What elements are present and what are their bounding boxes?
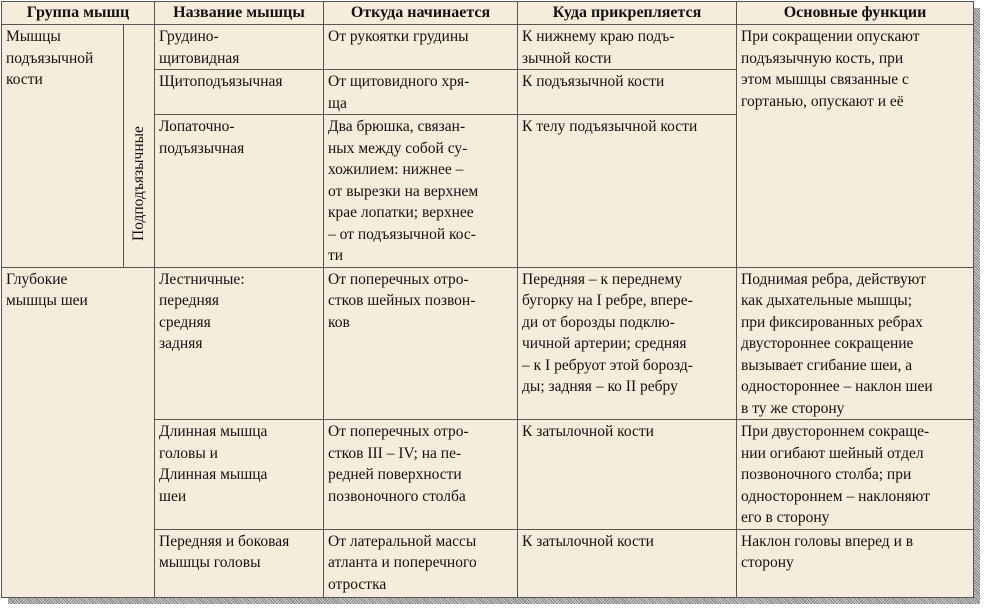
origin-text: От щитовидного хря- ща xyxy=(328,73,470,112)
insertion-text: К подъязычной кости xyxy=(522,73,665,90)
group-hyoid-label: Мышцы подъязычной кости xyxy=(6,28,94,88)
subgroup-cell xyxy=(124,25,155,268)
muscle-name: Передняя и боковая мышцы головы xyxy=(159,532,290,571)
insertion-cell xyxy=(518,420,737,530)
origin-text: От латеральной массы атланта и поперечного отростка xyxy=(328,532,477,593)
group-deep-label: Глубокие мышцы шеи xyxy=(6,270,88,309)
insertion-text: К телу подъязычной кости xyxy=(522,118,698,135)
insertion-cell xyxy=(518,115,737,268)
header-functions: Основные функции xyxy=(737,2,974,25)
header-row xyxy=(2,2,974,25)
muscle-name: Длинная мышца головы и Длинная мышца шеи xyxy=(159,423,268,505)
function-hyoid-cell xyxy=(737,25,974,268)
muscle-name-cell xyxy=(155,115,324,268)
header-insertion: Куда прикрепляется xyxy=(518,2,737,25)
insertion-text: К затылочной кости xyxy=(522,532,654,550)
origin-text: От поперечных отро- стков шейных позвон- ков xyxy=(328,270,476,331)
function-cell xyxy=(737,267,974,420)
muscle-name: Лопаточно- подъязычная xyxy=(159,118,245,157)
function-text: Наклон головы вперед и в сторону xyxy=(741,532,914,571)
origin-text: От рукоятки грудины xyxy=(328,28,469,45)
origin-cell xyxy=(324,529,518,597)
function-text: При сокращении опускают подъязычную кость, при этом мышцы связанные с гортанью, опускают и её xyxy=(741,28,920,110)
group-deep-cell xyxy=(2,267,155,597)
header-muscle-name: Название мышцы xyxy=(155,2,324,25)
function-text: При двустороннем сокраще- нии огибают шейный отдел позвоночного столба; при одностороннем – наклоняют его в сторону xyxy=(741,423,930,526)
muscle-name-cell xyxy=(155,70,324,115)
origin-cell xyxy=(324,115,518,268)
subgroup-infrahyoid-label: Подподъязычные xyxy=(130,125,147,241)
muscle-table xyxy=(1,1,974,598)
muscle-name: Грудино- щитовидная xyxy=(159,28,240,67)
origin-cell xyxy=(324,25,518,70)
muscle-name-cell xyxy=(155,529,324,597)
insertion-text: К затылочной кости xyxy=(522,423,654,440)
table-row xyxy=(2,267,974,420)
function-text: Поднимая ребра, действуют как дыхательные мышцы; при фиксированных ребрах двустороннее сокращение вызывает сгибание шеи, а одностороннее – наклон шеи в ту же сторону xyxy=(741,270,933,417)
insertion-cell xyxy=(518,25,737,70)
insertion-cell xyxy=(518,267,737,420)
header-origin: Откуда начинается xyxy=(324,2,518,25)
origin-cell xyxy=(324,420,518,530)
function-cell xyxy=(737,529,974,597)
origin-text: От поперечных отро- стков III – IV; на пе- редней поверхности позвоночного столба xyxy=(328,423,469,505)
origin-cell xyxy=(324,267,518,420)
table-row xyxy=(2,25,974,70)
origin-cell xyxy=(324,70,518,115)
group-hyoid-cell xyxy=(2,25,124,268)
insertion-cell xyxy=(518,70,737,115)
muscle-name: Щитоподъязычная xyxy=(159,73,283,90)
muscle-name-cell xyxy=(155,25,324,70)
insertion-text: К нижнему краю подъ- зычной кости xyxy=(522,28,675,67)
function-cell xyxy=(737,420,974,530)
origin-text: Два брюшка, связан- ных между собой су- хожилием: нижнее – от вырезки на верхнем крае лопатки; верхнее – от подъязычной кос- ти xyxy=(328,118,479,264)
insertion-text: Передняя – к переднему бугорку на I ребре, впере- ди от борозды подклю- чичной артерии; средняя – к I ребруот этой борозд- ды; задняя – ко II ребру xyxy=(522,270,693,395)
muscle-name-cell xyxy=(155,267,324,420)
muscle-name-cell xyxy=(155,420,324,530)
header-muscle-group: Группа мышц xyxy=(2,2,155,25)
insertion-cell xyxy=(518,529,737,597)
muscle-name: Лестничные: передняя средняя задняя xyxy=(159,270,245,352)
